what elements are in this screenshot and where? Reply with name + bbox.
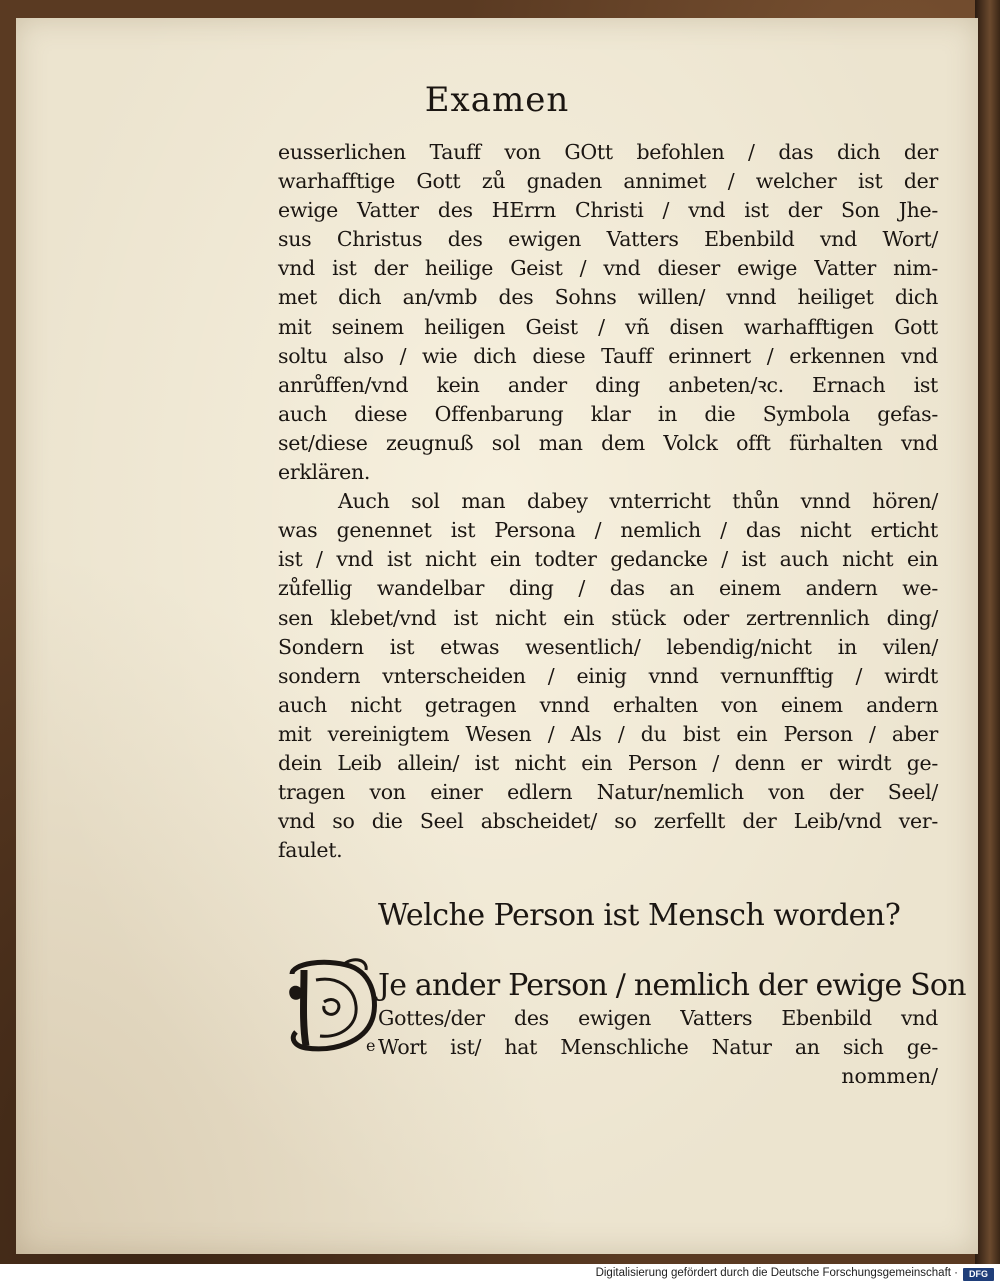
text-line: met dich an/vmb des Sohns willen/ vnnd heiliget dich bbox=[278, 285, 938, 310]
text-line: zůfellig wandelbar ding / das an einem andern we- bbox=[278, 576, 938, 601]
text-line: soltu also / wie dich diese Tauff erinnert / erkennen vnd bbox=[278, 343, 938, 368]
answer-line: Je ander Person / nemlich der ewige Son bbox=[378, 968, 966, 1003]
text-line: ewige Vatter des HErrn Christi / vnd ist der Son Jhe- bbox=[278, 198, 938, 223]
book-binding-edge bbox=[975, 0, 1000, 1264]
dfg-logo-icon: DFG bbox=[963, 1268, 994, 1281]
text-line: anrůffen/vnd kein ander ding anbeten/ꝛc. Ernach ist bbox=[278, 372, 938, 397]
text-line: auch diese Offenbarung klar in die Symbola gefas- bbox=[278, 401, 938, 426]
decorated-initial bbox=[284, 956, 380, 1056]
text-line: erklären. bbox=[278, 460, 371, 485]
text-line: vnd ist der heilige Geist / vnd dieser ewige Vatter nim- bbox=[278, 256, 938, 281]
text-line: mit seinem heiligen Geist / vñ disen warhafftigen Gott bbox=[278, 314, 938, 339]
text-line: sus Christus des ewigen Vatters Ebenbild vnd Wort/ bbox=[278, 227, 938, 252]
text-line: ist / vnd ist nicht ein todter gedancke / ist auch nicht ein bbox=[278, 547, 938, 572]
footer-bar bbox=[0, 1266, 1000, 1284]
text-line: eusserlichen Tauff von GOtt befohlen / das dich der bbox=[278, 140, 938, 164]
answer-paragraph bbox=[378, 968, 966, 1091]
body-text bbox=[278, 138, 938, 865]
text-line: warhafftige Gott zů gnaden annimet / welcher ist der bbox=[278, 169, 938, 194]
text-line: Sondern ist etwas wesentlich/ lebendig/nicht in vilen/ bbox=[278, 634, 938, 659]
text-line: dein Leib allein/ ist nicht ein Person / denn er wirdt ge- bbox=[278, 750, 938, 775]
text-line: tragen von einer edlern Natur/nemlich von der Seel/ bbox=[278, 780, 938, 805]
paper-page bbox=[16, 18, 978, 1254]
text-line: sen klebet/vnd ist nicht ein stück oder zertrennlich ding/ bbox=[278, 605, 938, 630]
text-line: set/diese zeugnuß sol man dem Volck offt fürhalten vnd bbox=[278, 430, 938, 455]
text-line: faulet. bbox=[278, 838, 343, 863]
text-line: vnd so die Seel abscheidet/ so zerfellt der Leib/vnd ver- bbox=[278, 809, 938, 834]
initial-small-letter: e bbox=[366, 1036, 376, 1055]
answer-line: Wort ist/ hat Menschliche Natur an sich ge- bbox=[378, 1035, 938, 1059]
text-line: mit vereinigtem Wesen / Als / du bist ein Person / aber bbox=[278, 721, 938, 746]
catchword: nommen/ bbox=[841, 1064, 938, 1088]
text-line: was genennet ist Persona / nemlich / das nicht erticht bbox=[278, 518, 938, 543]
answer-line: Gottes/der des ewigen Vatters Ebenbild vnd bbox=[378, 1006, 938, 1030]
funding-credit: Digitalisierung gefördert durch die Deutsche Forschungsgemeinschaft · bbox=[595, 1267, 958, 1279]
question-heading: Welche Person ist Mensch worden? bbox=[378, 898, 901, 933]
running-head: Examen bbox=[424, 80, 570, 120]
text-line: Auch sol man dabey vnterricht thůn vnnd hören/ bbox=[338, 489, 938, 514]
text-line: auch nicht getragen vnnd erhalten von einem andern bbox=[278, 692, 938, 717]
text-line: sondern vnterscheiden / einig vnnd vernunfftig / wirdt bbox=[278, 663, 938, 688]
